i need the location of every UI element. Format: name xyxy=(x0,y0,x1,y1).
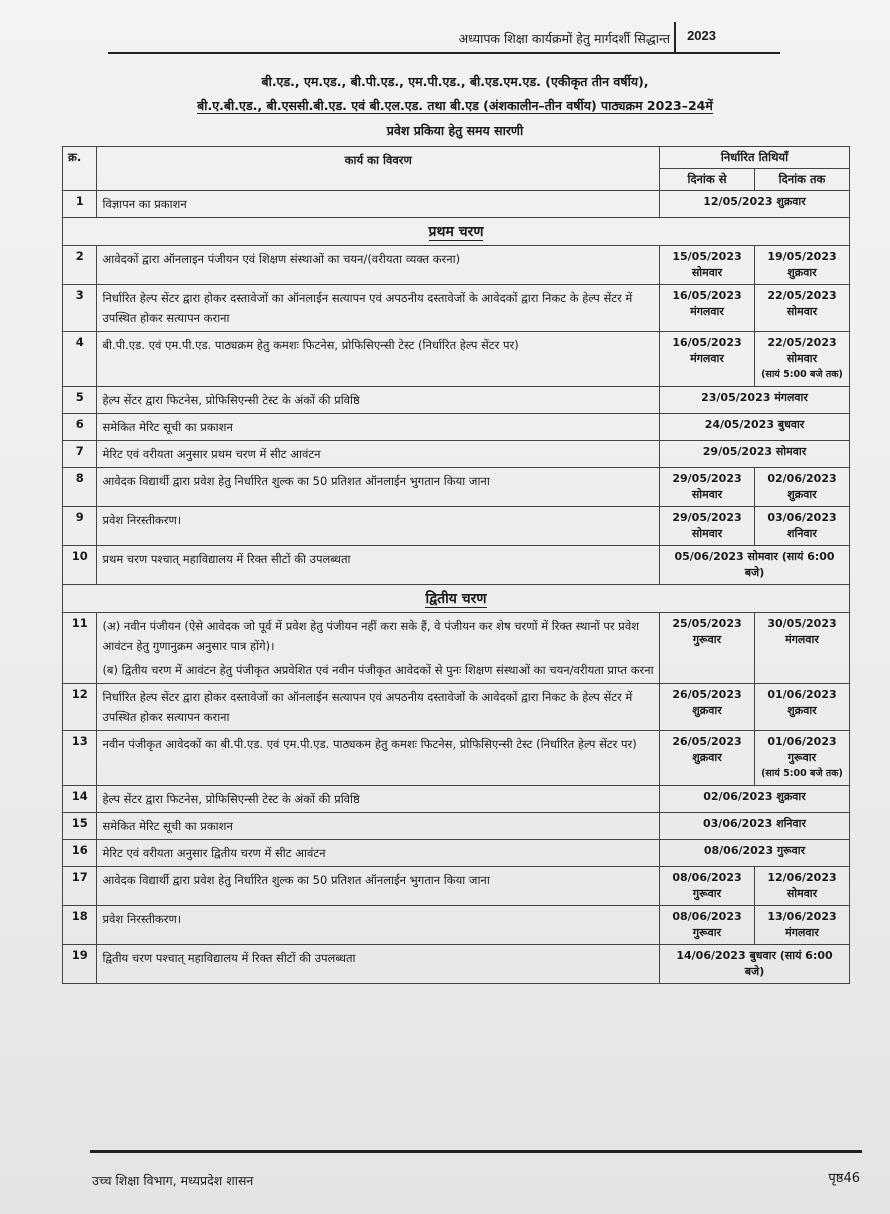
title-line-2 xyxy=(60,96,850,116)
title-line-2-text: बी.ए.बी.एड., बी.एससी.बी.एड. एवं बी.एल.एड. तथा बी.एड (अंशकालीन–तीन वर्षीय) पाठ्यक्रम 2023–24में xyxy=(197,98,713,113)
row-activity xyxy=(97,507,660,546)
row-activity xyxy=(97,613,660,684)
col-from-header: दिनांक से xyxy=(660,169,755,191)
row-activity xyxy=(97,191,660,218)
row-date-to xyxy=(754,906,849,945)
table-row xyxy=(63,387,850,414)
table-row xyxy=(63,246,850,285)
title-line-1: बी.एड., एम.एड., बी.पी.एड., एम.पी.एड., बी.एड.एम.एड. (एकीकृत तीन वर्षीय), xyxy=(261,74,649,89)
row-activity-text: प्रवेश निरस्तीकरण। xyxy=(102,912,182,926)
row-serial: 3 xyxy=(63,285,97,332)
phase-2-heading xyxy=(63,585,850,613)
row-date: 08/06/2023 गुरूवार xyxy=(660,840,850,867)
table-row xyxy=(63,731,850,786)
schedule-table xyxy=(62,146,850,984)
row-date-to-text: 13/06/2023 मंगलवार xyxy=(767,910,837,939)
header-separator xyxy=(674,22,676,52)
row-serial: 13 xyxy=(63,731,97,786)
row-activity xyxy=(97,468,660,507)
row-date-from: 16/05/2023 मंगलवार xyxy=(660,332,755,387)
table-row xyxy=(63,507,850,546)
row-date-to xyxy=(754,507,849,546)
row-date-to xyxy=(754,468,849,507)
row-activity-text: समेकित मेरिट सूची का प्रकाशन xyxy=(102,420,233,434)
phase-2-label: द्वितीय चरण xyxy=(425,591,487,607)
row-date-to xyxy=(754,332,849,387)
row-date-to xyxy=(754,285,849,332)
col-activity-header: कार्य का विवरण xyxy=(97,147,660,191)
row-date-to-text: 22/05/2023 सोमवार xyxy=(767,336,837,365)
row-activity xyxy=(97,731,660,786)
table-row xyxy=(63,613,850,684)
row-date-from: 25/05/2023 गुरूवार xyxy=(660,613,755,684)
row-serial: 11 xyxy=(63,613,97,684)
row-serial: 18 xyxy=(63,906,97,945)
phase-2-row xyxy=(63,585,850,613)
row-serial: 10 xyxy=(63,546,97,585)
row-serial: 19 xyxy=(63,945,97,984)
row-activity-text: मेरिट एवं वरीयता अनुसार द्वितीय चरण में सीट आवंटन xyxy=(102,846,326,860)
row-activity xyxy=(97,945,660,984)
row-activity xyxy=(97,786,660,813)
table-row xyxy=(63,786,850,813)
row-serial: 7 xyxy=(63,441,97,468)
table-row xyxy=(63,867,850,906)
row-date-from: 29/05/2023 सोमवार xyxy=(660,507,755,546)
table-row xyxy=(63,441,850,468)
table-row xyxy=(63,906,850,945)
row-date-to-text: 01/06/2023 गुरूवार xyxy=(767,735,837,764)
row-activity-text: निर्धारित हेल्प सेंटर द्वारा होकर दस्तावेजों का ऑनलाईन सत्यापन एवं अपठनीय दस्तावेजों के आवेदकों द्वारा निकट के हेल्प सेंटर में उपस्थित होकर सत्यापन कराना xyxy=(102,690,633,724)
row-activity xyxy=(97,246,660,285)
row-activity xyxy=(97,813,660,840)
table-row xyxy=(63,191,850,218)
row-date-to-text: 02/06/2023 शुक्रवार xyxy=(767,472,837,501)
row-activity xyxy=(97,684,660,731)
col-dates-header: निर्धारित तिथियाँ xyxy=(660,147,850,169)
row-activity xyxy=(97,840,660,867)
row-date-from: 08/06/2023 गुरूवार xyxy=(660,867,755,906)
row-activity-text: हेल्प सेंटर द्वारा फिटनेस, प्रोफिसिएन्सी टेस्ट के अंकों की प्रविष्ठि xyxy=(102,393,360,407)
table-row xyxy=(63,813,850,840)
row-date: 12/05/2023 शुक्रवार xyxy=(660,191,850,218)
row-date-to xyxy=(754,731,849,786)
table-header-row xyxy=(63,147,850,169)
row-date-to-text: 01/06/2023 शुक्रवार xyxy=(767,688,837,717)
table-row xyxy=(63,546,850,585)
row-serial: 15 xyxy=(63,813,97,840)
row-serial: 8 xyxy=(63,468,97,507)
row-date-from: 15/05/2023 सोमवार xyxy=(660,246,755,285)
row-activity xyxy=(97,387,660,414)
row-date-from: 26/05/2023 शुक्रवार xyxy=(660,731,755,786)
row-date: 02/06/2023 शुक्रवार xyxy=(660,786,850,813)
header-title: अध्यापक शिक्षा कार्यक्रमों हेतु मार्गदर्शी सिद्धान्त xyxy=(458,31,670,46)
row-activity xyxy=(97,867,660,906)
row-date-from: 08/06/2023 गुरूवार xyxy=(660,906,755,945)
row-date-to-text: 12/06/2023 सोमवार xyxy=(767,871,837,900)
row-date-to xyxy=(754,613,849,684)
row-activity xyxy=(97,285,660,332)
row-activity-text: प्रवेश निरस्तीकरण। xyxy=(102,513,182,527)
row-date-to-note: (सायं 5:00 बजे तक) xyxy=(761,768,843,779)
table-row xyxy=(63,840,850,867)
table-row xyxy=(63,945,850,984)
row-activity-text: द्वितीय चरण पश्चात् महाविद्यालय में रिक्त सीटों की उपलब्धता xyxy=(102,951,356,965)
footer-page-number: पृष्ठ46 xyxy=(828,1171,860,1186)
row-date-to-text: 30/05/2023 मंगलवार xyxy=(767,617,837,646)
row-serial: 2 xyxy=(63,246,97,285)
row-date-to-note: (सायं 5:00 बजे तक) xyxy=(761,369,843,380)
row-activity-text: आवेदक विद्यार्थी द्वारा प्रवेश हेतु निर्धारित शुल्क का 50 प्रतिशत ऑनलाईन भुगतान किया जाना xyxy=(102,873,490,887)
row-date: 23/05/2023 मंगलवार xyxy=(660,387,850,414)
row-activity-text: हेल्प सेंटर द्वारा फिटनेस, प्रोफिसिएन्सी टेस्ट के अंकों की प्रविष्ठि xyxy=(102,792,360,806)
col-sn-header: क्र. xyxy=(63,147,97,191)
row-date-from: 26/05/2023 शुक्रवार xyxy=(660,684,755,731)
row-activity-text: बी.पी.एड. एवं एम.पी.एड. पाठ्यक्रम हेतु कमशः फिटनेस, प्रोफिसिएन्सी टेस्ट (निर्धारित हेल्प सेंटर पर) xyxy=(102,338,519,352)
row-activity-text: आवेदक विद्यार्थी द्वारा प्रवेश हेतु निर्धारित शुल्क का 50 प्रतिशत ऑनलाईन भुगतान किया जाना xyxy=(102,474,490,488)
row-activity-text: (अ) नवीन पंजीयन (ऐसे आवेदक जो पूर्व में प्रवेश हेतु पंजीयन नहीं करा सके हैं, वे पंजीयन कर शेष चरणों में रिक्त स्थानों पर प्रवेश आवंटन हेतु गुणानुक्रम अनुसार पात्र होंगे)। xyxy=(102,619,640,653)
row-activity-text: आवेदकों द्वारा ऑनलाइन पंजीयन एवं शिक्षण संस्थाओं का चयन/(वरीयता व्यक्त करना) xyxy=(102,252,461,266)
row-date: 29/05/2023 सोमवार xyxy=(660,441,850,468)
footer-rule xyxy=(90,1150,862,1153)
row-serial: 5 xyxy=(63,387,97,414)
row-date-from: 29/05/2023 सोमवार xyxy=(660,468,755,507)
row-activity-text: निर्धारित हेल्प सेंटर द्वारा होकर दस्तावेजों का ऑनलाईन सत्यापन एवं अपठनीय दस्तावेजों के आवेदकों द्वारा निकट के हेल्प सेंटर में उपस्थित होकर सत्यापन कराना xyxy=(102,291,633,325)
row-date-from: 16/05/2023 मंगलवार xyxy=(660,285,755,332)
row-activity xyxy=(97,906,660,945)
row-activity-text: मेरिट एवं वरीयता अनुसार प्रथम चरण में सीट आवंटन xyxy=(102,447,321,461)
row-serial: 14 xyxy=(63,786,97,813)
table-row xyxy=(63,414,850,441)
row-activity xyxy=(97,546,660,585)
header-year: 2023 xyxy=(687,28,716,43)
row-date: 14/06/2023 बुधवार (सायं 6:00 बजे) xyxy=(660,945,850,984)
row-activity xyxy=(97,441,660,468)
row-activity-text-b: (ब) द्वितीय चरण में आवंटन हेतु पंजीकृत अप्रवेशित एवं नवीन पंजीकृत आवेदकों से पुनः शिक्षण संस्थाओं का चयन/वरीयता प्राप्त करना xyxy=(102,663,654,677)
row-date: 03/06/2023 शनिवार xyxy=(660,813,850,840)
phase-1-row xyxy=(63,218,850,246)
row-serial: 4 xyxy=(63,332,97,387)
row-serial: 17 xyxy=(63,867,97,906)
phase-1-label: प्रथम चरण xyxy=(428,224,484,240)
row-activity-text: समेकित मेरिट सूची का प्रकाशन xyxy=(102,819,233,833)
row-date-to xyxy=(754,684,849,731)
row-date-to-text: 03/06/2023 शनिवार xyxy=(767,511,837,540)
row-serial: 16 xyxy=(63,840,97,867)
row-date-to-text: 19/05/2023 शुक्रवार xyxy=(767,250,837,279)
table-row xyxy=(63,468,850,507)
row-activity xyxy=(97,332,660,387)
table-row xyxy=(63,332,850,387)
row-serial: 1 xyxy=(63,191,97,218)
row-activity xyxy=(97,414,660,441)
row-serial: 6 xyxy=(63,414,97,441)
row-serial: 12 xyxy=(63,684,97,731)
row-serial: 9 xyxy=(63,507,97,546)
footer-department: उच्च शिक्षा विभाग, मध्यप्रदेश शासन xyxy=(92,1173,254,1188)
phase-1-heading xyxy=(63,218,850,246)
row-activity-text: प्रथम चरण पश्चात् महाविद्यालय में रिक्त सीटों की उपलब्धता xyxy=(102,552,351,566)
row-date-to xyxy=(754,246,849,285)
row-activity-text: नवीन पंजीकृत आवेदकों का बी.पी.एड. एवं एम.पी.एड. पाठ्यकम हेतु कमशः फिटनेस, प्रोफिसिएन्सी टेस्ट (निर्धारित हेल्प सेंटर पर) xyxy=(102,737,637,751)
row-activity-text: विज्ञापन का प्रकाशन xyxy=(102,197,187,211)
table-row xyxy=(63,684,850,731)
row-date: 24/05/2023 बुधवार xyxy=(660,414,850,441)
row-date: 05/06/2023 सोमवार (सायं 6:00 बजे) xyxy=(660,546,850,585)
title-line-3: प्रवेश प्रकिया हेतु समय सारणी xyxy=(386,123,524,138)
page-header xyxy=(108,22,780,54)
row-date-to-text: 22/05/2023 सोमवार xyxy=(767,289,837,318)
col-to-header: दिनांक तक xyxy=(754,169,849,191)
row-date-to xyxy=(754,867,849,906)
table-row xyxy=(63,285,850,332)
